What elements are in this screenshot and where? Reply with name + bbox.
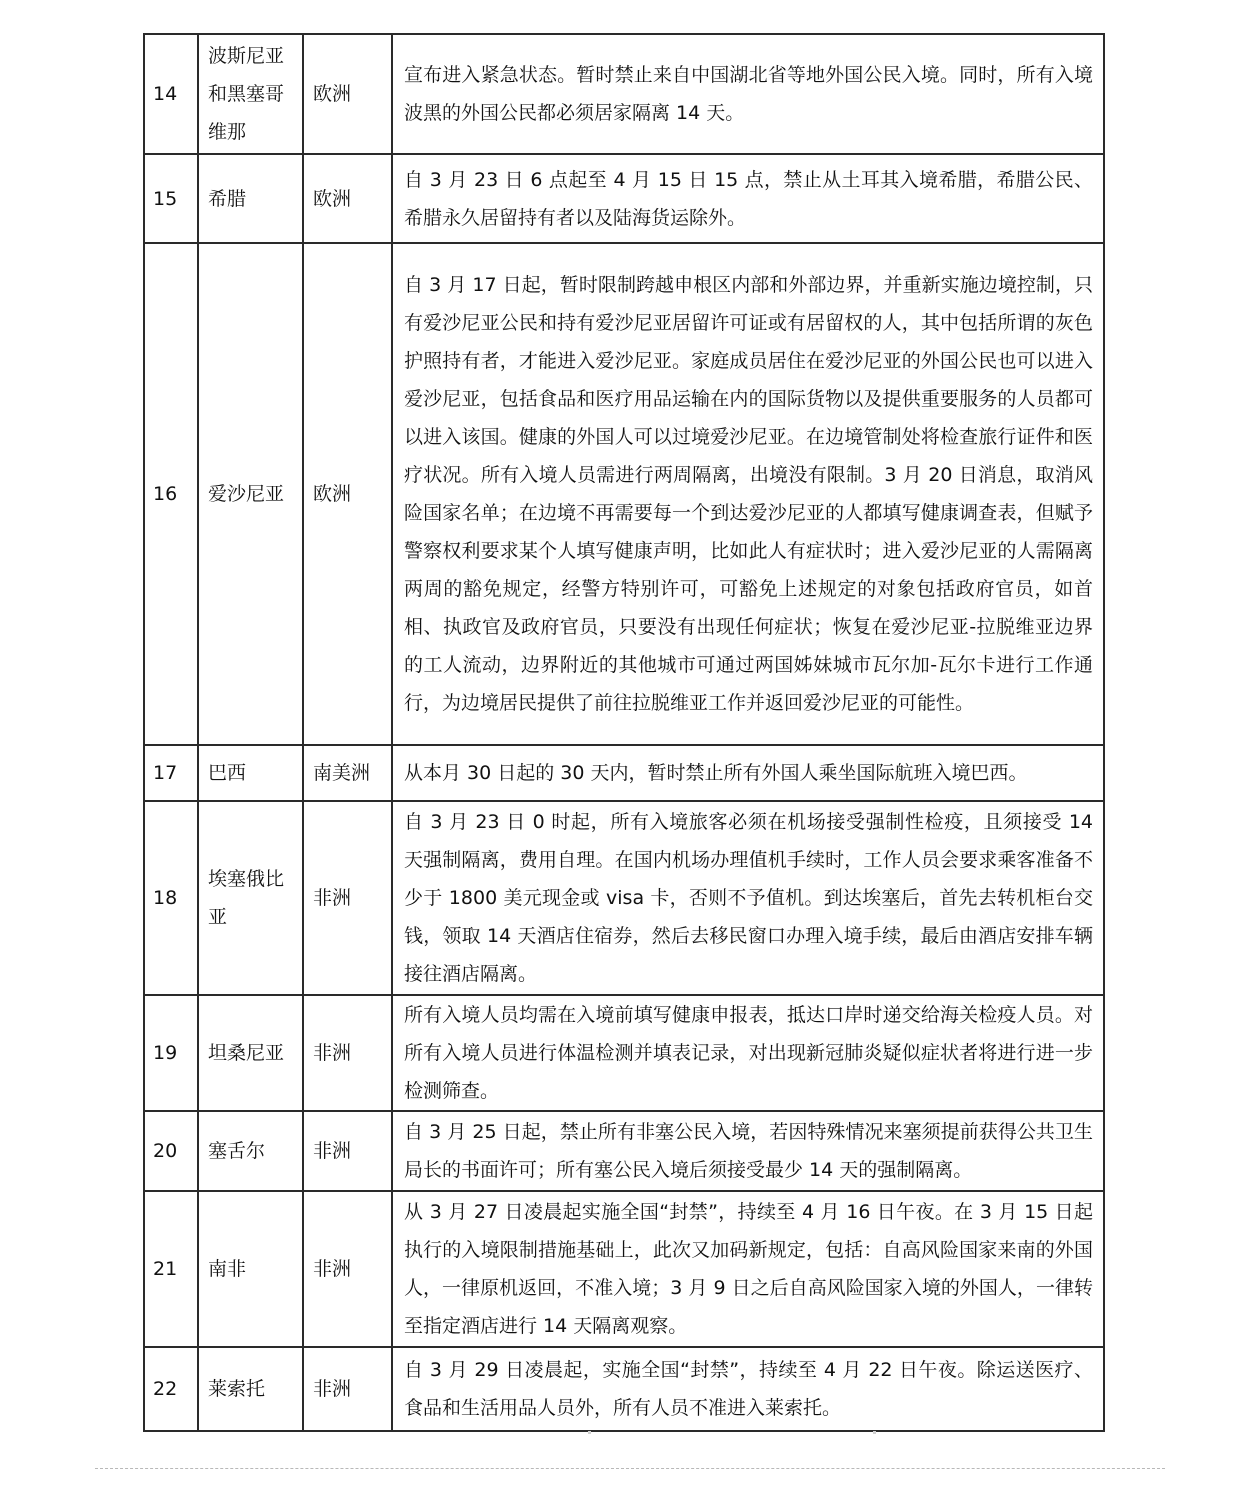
row-number: 14 [144, 34, 198, 154]
row-number: 18 [144, 801, 198, 995]
country-name: 希腊 [198, 154, 303, 243]
row-number: 17 [144, 745, 198, 801]
row-number: 16 [144, 243, 198, 745]
country-name: 南非 [198, 1191, 303, 1347]
country-name: 坦桑尼亚 [198, 995, 303, 1111]
country-name: 波斯尼亚和黑塞哥维那 [198, 34, 303, 154]
continent-name: 南美洲 [303, 745, 392, 801]
restriction-text: 自 3 月 23 日 6 点起至 4 月 15 日 15 点，禁止从土耳其入境希腊，希腊公民、希腊永久居留持有者以及陆海货运除外。 [392, 154, 1104, 243]
row-number: 20 [144, 1111, 198, 1191]
page-divider [95, 1468, 1165, 1469]
table-row [144, 1347, 1104, 1431]
continent-name: 非洲 [303, 801, 392, 995]
restriction-text: 从本月 30 日起的 30 天内，暂时禁止所有外国人乘坐国际航班入境巴西。 [392, 745, 1104, 801]
scan-speck [588, 1431, 591, 1434]
restriction-text: 自 3 月 29 日凌晨起，实施全国“封禁”，持续至 4 月 22 日午夜。除运送医疗、食品和生活用品人员外，所有人员不准进入莱索托。 [392, 1347, 1104, 1431]
table-row [144, 1191, 1104, 1347]
continent-name: 非洲 [303, 1347, 392, 1431]
country-name: 爱沙尼亚 [198, 243, 303, 745]
country-name: 莱索托 [198, 1347, 303, 1431]
table-row [144, 1111, 1104, 1191]
continent-name: 欧洲 [303, 34, 392, 154]
country-name: 塞舌尔 [198, 1111, 303, 1191]
continent-name: 欧洲 [303, 243, 392, 745]
entry-restrictions-table [143, 33, 1105, 1432]
country-name: 巴西 [198, 745, 303, 801]
row-number: 21 [144, 1191, 198, 1347]
restriction-text: 所有入境人员均需在入境前填写健康申报表，抵达口岸时递交给海关检疫人员。对所有入境人员进行体温检测并填表记录，对出现新冠肺炎疑似症状者将进行进一步检测筛查。 [392, 995, 1104, 1111]
table-row [144, 745, 1104, 801]
continent-name: 非洲 [303, 1111, 392, 1191]
table-row [144, 243, 1104, 745]
continent-name: 欧洲 [303, 154, 392, 243]
row-number: 22 [144, 1347, 198, 1431]
restriction-text: 自 3 月 17 日起，暂时限制跨越申根区内部和外部边界，并重新实施边境控制，只有爱沙尼亚公民和持有爱沙尼亚居留许可证或有居留权的人，其中包括所谓的灰色护照持有者，才能进入爱沙尼亚。家庭成员居住在爱沙尼亚的外国公民也可以进入爱沙尼亚，包括食品和医疗用品运输在内的国际货物以及提供重要服务的人员都可以进入该国。健康的外国人可以过境爱沙尼亚。在边境管制处将检查旅行证件和医疗状况。所有入境人员需进行两周隔离，出境没有限制。3 月 20 日消息，取消风险国家名单；在边境不再需要每一个到达爱沙尼亚的人都填写健康调查表，但赋予警察权利要求某个人填写健康声明，比如此人有症状时；进入爱沙尼亚的人需隔离两周的豁免规定，经警方特别许可，可豁免上述规定的对象包括政府官员，如首相、执政官及政府官员，只要没有出现任何症状；恢复在爱沙尼亚-拉脱维亚边界的工人流动，边界附近的其他城市可通过两国姊妹城市瓦尔加-瓦尔卡进行工作通行，为边境居民提供了前往拉脱维亚工作并返回爱沙尼亚的可能性。 [392, 243, 1104, 745]
table-row [144, 995, 1104, 1111]
table-row [144, 801, 1104, 995]
restriction-text: 自 3 月 25 日起，禁止所有非塞公民入境，若因特殊情况来塞须提前获得公共卫生局长的书面许可；所有塞公民入境后须接受最少 14 天的强制隔离。 [392, 1111, 1104, 1191]
table-row [144, 34, 1104, 154]
country-name: 埃塞俄比亚 [198, 801, 303, 995]
restriction-text: 从 3 月 27 日凌晨起实施全国“封禁”，持续至 4 月 16 日午夜。在 3 月 15 日起执行的入境限制措施基础上，此次又加码新规定，包括：自高风险国家来南的外国人，一律原机返回，不准入境；3 月 9 日之后自高风险国家入境的外国人，一律转至指定酒店进行 14 天隔离观察。 [392, 1191, 1104, 1347]
table-row [144, 154, 1104, 243]
row-number: 19 [144, 995, 198, 1111]
restriction-text: 宣布进入紧急状态。暂时禁止来自中国湖北省等地外国公民入境。同时，所有入境波黑的外国公民都必须居家隔离 14 天。 [392, 34, 1104, 154]
row-number: 15 [144, 154, 198, 243]
restriction-text: 自 3 月 23 日 0 时起，所有入境旅客必须在机场接受强制性检疫，且须接受 14 天强制隔离，费用自理。在国内机场办理值机手续时，工作人员会要求乘客准备不少于 1800 美元现金或 visa 卡，否则不予值机。到达埃塞后，首先去转机柜台交钱，领取 14 天酒店住宿券，然后去移民窗口办理入境手续，最后由酒店安排车辆接往酒店隔离。 [392, 801, 1104, 995]
continent-name: 非洲 [303, 1191, 392, 1347]
continent-name: 非洲 [303, 995, 392, 1111]
scan-speck [873, 1431, 876, 1434]
